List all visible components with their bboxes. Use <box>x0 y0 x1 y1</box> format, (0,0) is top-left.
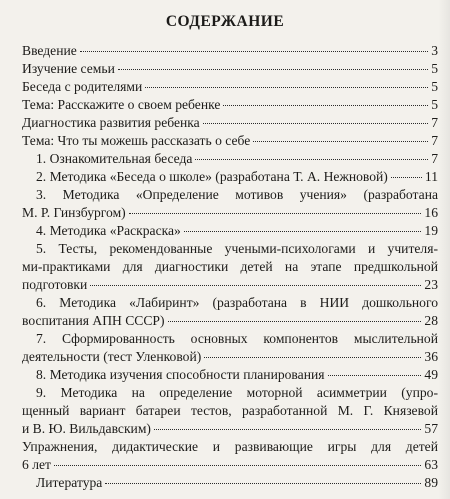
toc-entry-label: 8. Методика изучения способности планирования <box>36 367 325 382</box>
leader-dots <box>328 375 422 376</box>
toc-entry-page: 7 <box>431 115 438 130</box>
leader-dots <box>253 141 428 142</box>
toc-entry <box>22 330 438 366</box>
toc-entry-text-line: 6. Методика «Лабиринт» (разработана в НИИ дошкольного <box>36 295 438 310</box>
toc-entry-page: 23 <box>424 277 438 292</box>
toc-entry <box>22 366 438 384</box>
toc-entry <box>22 168 438 186</box>
toc-entry-page: 5 <box>431 97 438 112</box>
toc-entry <box>22 150 438 168</box>
toc-entry <box>22 78 438 96</box>
toc-entry-page: 7 <box>431 151 438 166</box>
toc-entry-page: 89 <box>424 475 438 490</box>
leader-dots <box>195 159 428 160</box>
toc-entry-page: 19 <box>424 223 438 238</box>
toc-entry-label: М. Р. Гинзбургом) <box>22 205 126 220</box>
toc-entry-label: 2. Методика «Беседа о школе» (разработана Т. А. Нежновой) <box>36 169 388 184</box>
toc-entry-text-line: 5. Тесты, рекомендованные учеными-психологами и учителя- <box>36 241 438 256</box>
leader-dots <box>204 357 421 358</box>
toc-entry-page: 57 <box>424 421 438 436</box>
toc-entry-label: 4. Методика «Раскраска» <box>36 223 181 238</box>
leader-dots <box>80 51 428 52</box>
leader-dots <box>391 177 422 178</box>
toc-entry-text-line: 9. Методика на определение моторной асимметрии (упро- <box>36 385 438 400</box>
toc-entry-text-line: 7. Сформированность основных компонентов мыслительной <box>36 331 438 346</box>
toc-entry-page: 16 <box>424 205 438 220</box>
toc-entry <box>22 438 438 474</box>
leader-dots <box>184 231 422 232</box>
leader-dots <box>223 105 428 106</box>
toc-entry <box>22 474 438 492</box>
toc-entry-label: 6 лет <box>22 457 51 472</box>
leader-dots <box>90 285 421 286</box>
page-edge-shadow <box>438 0 450 499</box>
toc-entry-text-line: щенный вариант батареи тестов, разработанной М. Г. Князевой <box>22 403 438 418</box>
toc-entry <box>22 186 438 222</box>
toc-entry <box>22 96 438 114</box>
toc-entry-page: 36 <box>424 349 438 364</box>
toc-entry-page: 7 <box>431 133 438 148</box>
toc-entry-page: 63 <box>424 457 438 472</box>
toc-entry <box>22 222 438 240</box>
leader-dots <box>168 321 422 322</box>
toc-entry-text-line: ми-практиками для диагностики детей на этапе предшкольной <box>22 259 438 274</box>
toc-entry-label: воспитания АПН СССР) <box>22 313 165 328</box>
toc-entry <box>22 294 438 330</box>
toc-entry-page: 28 <box>424 313 438 328</box>
toc-entry-page: 3 <box>431 43 438 58</box>
toc-entry-label: Введение <box>22 43 77 58</box>
page-title: СОДЕРЖАНИЕ <box>165 13 285 30</box>
leader-dots <box>54 465 421 466</box>
toc-entry-page: 5 <box>431 61 438 76</box>
toc-entry-page: 11 <box>424 169 438 184</box>
toc-entry-text-line: Упражнения, дидактические и развивающие игры для детей <box>22 439 438 454</box>
toc-entry-page: 49 <box>424 367 438 382</box>
toc-entry <box>22 384 438 438</box>
toc-entry <box>22 114 438 132</box>
toc-entry <box>22 60 438 78</box>
leader-dots <box>145 87 428 88</box>
toc-entry <box>22 132 438 150</box>
toc-entry-label: 1. Ознакомительная беседа <box>36 151 193 166</box>
toc-entry-label: Диагностика развития ребенка <box>22 115 200 130</box>
leader-dots <box>118 69 428 70</box>
toc-entry-page: 5 <box>431 79 438 94</box>
toc-entry-label: подготовки <box>22 277 88 292</box>
toc-entry-label: Тема: Расскажите о своем ребенке <box>22 97 221 112</box>
toc-entry-label: Беседа с родителями <box>22 79 143 94</box>
leader-dots <box>129 213 422 214</box>
toc-entry-label: и В. Ю. Вильдавским) <box>22 421 151 436</box>
leader-dots <box>203 123 428 124</box>
toc-entry-text-line: 3. Методика «Определение мотивов учения» (разработана <box>36 187 438 202</box>
toc-entry-label: Литература <box>36 475 103 490</box>
leader-dots <box>154 429 421 430</box>
toc-entry <box>22 42 438 60</box>
toc-entry-label: Изучение семьи <box>22 61 115 76</box>
toc-entry-label: деятельности (тест Уленковой) <box>22 349 202 364</box>
toc-entry <box>22 240 438 294</box>
toc-entry-label: Тема: Что ты можешь рассказать о себе <box>22 133 251 148</box>
leader-dots <box>105 483 421 484</box>
